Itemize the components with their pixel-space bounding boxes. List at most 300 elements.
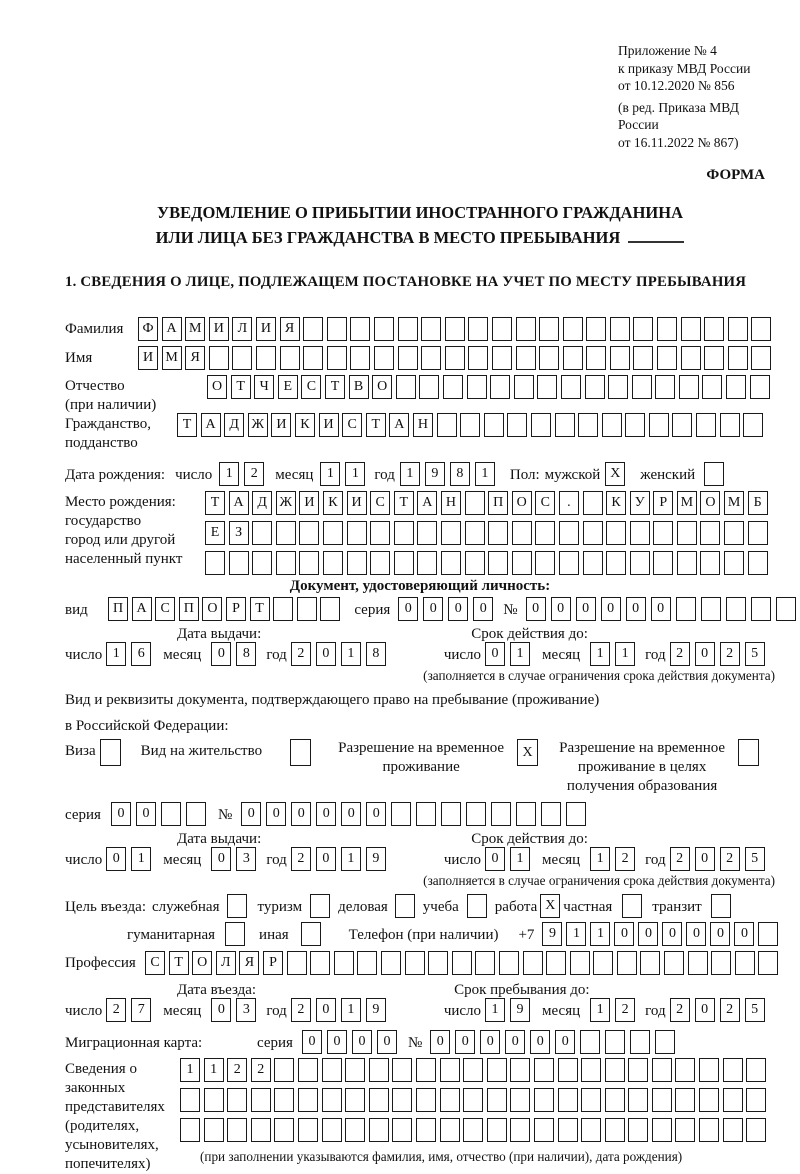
form-cell[interactable] <box>531 413 551 437</box>
form-cell[interactable] <box>369 1088 389 1112</box>
form-cell[interactable]: 2 <box>291 642 311 666</box>
form-cell[interactable] <box>649 413 669 437</box>
form-cell[interactable] <box>441 802 461 826</box>
form-cell[interactable] <box>417 521 437 545</box>
form-cell[interactable] <box>274 1118 294 1142</box>
form-cell[interactable] <box>227 1088 247 1112</box>
form-cell[interactable] <box>499 951 519 975</box>
form-cell[interactable] <box>516 346 536 370</box>
form-cell[interactable]: 0 <box>241 802 261 826</box>
form-cell[interactable]: С <box>535 491 555 515</box>
form-cell[interactable] <box>700 551 720 575</box>
checkbox-purpose-humanitarian[interactable] <box>225 922 245 946</box>
form-cell[interactable]: В <box>349 375 369 399</box>
form-cell[interactable]: 3 <box>236 998 256 1022</box>
form-cell[interactable]: С <box>145 951 165 975</box>
form-cell[interactable]: И <box>209 317 229 341</box>
form-cell[interactable] <box>630 521 650 545</box>
form-cell[interactable]: А <box>201 413 221 437</box>
form-cell[interactable]: 0 <box>695 642 715 666</box>
form-cell[interactable] <box>630 1030 650 1054</box>
form-cell[interactable] <box>492 346 512 370</box>
form-cell[interactable] <box>441 551 461 575</box>
form-cell[interactable]: Т <box>250 597 270 621</box>
form-cell[interactable] <box>180 1088 200 1112</box>
form-cell[interactable] <box>232 346 252 370</box>
form-cell[interactable]: 0 <box>106 847 126 871</box>
form-cell[interactable] <box>350 346 370 370</box>
form-cell[interactable] <box>724 521 744 545</box>
form-cell[interactable] <box>345 1058 365 1082</box>
form-cell[interactable] <box>570 951 590 975</box>
form-cell[interactable] <box>751 346 771 370</box>
form-cell[interactable] <box>465 491 485 515</box>
form-cell[interactable] <box>580 1030 600 1054</box>
form-cell[interactable]: 9 <box>366 998 386 1022</box>
form-cell[interactable] <box>758 951 778 975</box>
form-cell[interactable]: 1 <box>485 998 505 1022</box>
form-cell[interactable] <box>655 1030 675 1054</box>
form-cell[interactable] <box>640 951 660 975</box>
checkbox-edu-permit[interactable] <box>738 739 759 766</box>
form-cell[interactable]: 2 <box>670 998 690 1022</box>
form-cell[interactable]: Я <box>239 951 259 975</box>
form-cell[interactable] <box>677 551 697 575</box>
form-cell[interactable]: К <box>606 491 626 515</box>
form-cell[interactable] <box>416 802 436 826</box>
form-cell[interactable] <box>561 375 581 399</box>
form-cell[interactable] <box>605 1030 625 1054</box>
form-cell[interactable]: 0 <box>555 1030 575 1054</box>
form-cell[interactable] <box>652 1118 672 1142</box>
form-cell[interactable] <box>370 551 390 575</box>
form-cell[interactable]: И <box>138 346 158 370</box>
form-cell[interactable]: . <box>559 491 579 515</box>
form-cell[interactable] <box>657 346 677 370</box>
form-cell[interactable]: 0 <box>601 597 621 621</box>
form-cell[interactable] <box>558 1058 578 1082</box>
form-cell[interactable] <box>299 521 319 545</box>
form-cell[interactable] <box>605 1118 625 1142</box>
form-cell[interactable] <box>696 413 716 437</box>
form-cell[interactable] <box>539 346 559 370</box>
form-cell[interactable] <box>463 1118 483 1142</box>
form-cell[interactable] <box>492 317 512 341</box>
form-cell[interactable] <box>700 521 720 545</box>
form-cell[interactable] <box>563 346 583 370</box>
form-cell[interactable]: О <box>372 375 392 399</box>
form-cell[interactable] <box>510 1058 530 1082</box>
form-cell[interactable] <box>702 375 722 399</box>
form-cell[interactable]: У <box>630 491 650 515</box>
form-cell[interactable] <box>750 375 770 399</box>
form-cell[interactable] <box>677 521 697 545</box>
form-cell[interactable] <box>445 346 465 370</box>
form-cell[interactable] <box>535 551 555 575</box>
form-cell[interactable]: 0 <box>111 802 131 826</box>
form-cell[interactable] <box>437 413 457 437</box>
form-cell[interactable]: 6 <box>131 642 151 666</box>
form-cell[interactable]: Д <box>252 491 272 515</box>
form-cell[interactable] <box>681 317 701 341</box>
form-cell[interactable]: М <box>677 491 697 515</box>
form-cell[interactable]: 2 <box>615 847 635 871</box>
form-cell[interactable] <box>776 597 796 621</box>
form-cell[interactable]: 2 <box>720 642 740 666</box>
form-cell[interactable] <box>657 317 677 341</box>
form-cell[interactable] <box>392 1058 412 1082</box>
form-cell[interactable] <box>535 521 555 545</box>
form-cell[interactable]: К <box>323 491 343 515</box>
form-cell[interactable] <box>625 413 645 437</box>
form-cell[interactable] <box>723 1088 743 1112</box>
form-cell[interactable]: Л <box>232 317 252 341</box>
form-cell[interactable] <box>445 317 465 341</box>
form-cell[interactable] <box>593 951 613 975</box>
form-cell[interactable]: 0 <box>662 922 682 946</box>
form-cell[interactable]: А <box>132 597 152 621</box>
form-cell[interactable] <box>628 1058 648 1082</box>
form-cell[interactable]: Т <box>169 951 189 975</box>
form-cell[interactable] <box>743 413 763 437</box>
form-cell[interactable] <box>602 413 622 437</box>
form-cell[interactable] <box>555 413 575 437</box>
form-cell[interactable]: М <box>162 346 182 370</box>
form-cell[interactable] <box>578 413 598 437</box>
form-cell[interactable]: 0 <box>211 998 231 1022</box>
form-cell[interactable] <box>699 1088 719 1112</box>
form-cell[interactable] <box>541 802 561 826</box>
form-cell[interactable]: Я <box>185 346 205 370</box>
form-cell[interactable]: 9 <box>425 462 445 486</box>
form-cell[interactable]: 0 <box>576 597 596 621</box>
form-cell[interactable]: Я <box>280 317 300 341</box>
checkbox-residence-permit[interactable] <box>290 739 311 766</box>
checkbox-purpose-transit[interactable] <box>711 894 731 918</box>
form-cell[interactable]: 8 <box>366 642 386 666</box>
form-cell[interactable] <box>468 346 488 370</box>
form-cell[interactable]: 0 <box>316 847 336 871</box>
form-cell[interactable] <box>583 521 603 545</box>
form-cell[interactable] <box>652 1088 672 1112</box>
form-cell[interactable] <box>676 597 696 621</box>
form-cell[interactable]: 0 <box>430 1030 450 1054</box>
form-cell[interactable] <box>586 317 606 341</box>
form-cell[interactable]: 1 <box>590 847 610 871</box>
form-cell[interactable]: 1 <box>204 1058 224 1082</box>
form-cell[interactable] <box>204 1088 224 1112</box>
form-cell[interactable] <box>490 375 510 399</box>
form-cell[interactable]: 0 <box>398 597 418 621</box>
form-cell[interactable]: 0 <box>448 597 468 621</box>
form-cell[interactable] <box>653 551 673 575</box>
form-cell[interactable]: 3 <box>236 847 256 871</box>
form-cell[interactable] <box>539 317 559 341</box>
form-cell[interactable] <box>298 1118 318 1142</box>
form-cell[interactable]: 0 <box>485 847 505 871</box>
form-cell[interactable] <box>653 521 673 545</box>
form-cell[interactable] <box>758 922 778 946</box>
form-cell[interactable] <box>322 1118 342 1142</box>
form-cell[interactable] <box>419 375 439 399</box>
form-cell[interactable]: И <box>256 317 276 341</box>
form-cell[interactable]: Т <box>366 413 386 437</box>
form-cell[interactable] <box>405 951 425 975</box>
form-cell[interactable]: 1 <box>341 847 361 871</box>
form-cell[interactable] <box>428 951 448 975</box>
form-cell[interactable]: А <box>229 491 249 515</box>
form-cell[interactable] <box>728 346 748 370</box>
form-cell[interactable]: З <box>229 521 249 545</box>
form-cell[interactable] <box>701 597 721 621</box>
form-cell[interactable] <box>491 802 511 826</box>
form-cell[interactable]: 2 <box>251 1058 271 1082</box>
form-cell[interactable] <box>735 951 755 975</box>
form-cell[interactable]: 5 <box>745 998 765 1022</box>
form-cell[interactable] <box>186 802 206 826</box>
form-cell[interactable]: 0 <box>530 1030 550 1054</box>
form-cell[interactable]: 0 <box>291 802 311 826</box>
form-cell[interactable]: Р <box>263 951 283 975</box>
form-cell[interactable]: 1 <box>475 462 495 486</box>
form-cell[interactable]: 0 <box>352 1030 372 1054</box>
form-cell[interactable] <box>443 375 463 399</box>
form-cell[interactable]: 1 <box>219 462 239 486</box>
form-cell[interactable] <box>467 375 487 399</box>
form-cell[interactable]: Е <box>278 375 298 399</box>
form-cell[interactable]: Т <box>325 375 345 399</box>
form-cell[interactable] <box>298 1058 318 1082</box>
form-cell[interactable]: 1 <box>400 462 420 486</box>
form-cell[interactable] <box>726 597 746 621</box>
form-cell[interactable]: 0 <box>341 802 361 826</box>
form-cell[interactable] <box>484 413 504 437</box>
form-cell[interactable]: 0 <box>455 1030 475 1054</box>
checkbox-purpose-official[interactable] <box>227 894 247 918</box>
form-cell[interactable] <box>392 1088 412 1112</box>
form-cell[interactable]: О <box>207 375 227 399</box>
form-cell[interactable] <box>256 346 276 370</box>
form-cell[interactable] <box>633 346 653 370</box>
form-cell[interactable]: 2 <box>227 1058 247 1082</box>
form-cell[interactable] <box>581 1058 601 1082</box>
form-cell[interactable]: 1 <box>510 847 530 871</box>
form-cell[interactable]: 0 <box>710 922 730 946</box>
checkbox-purpose-private[interactable] <box>622 894 642 918</box>
form-cell[interactable] <box>507 413 527 437</box>
form-cell[interactable]: 0 <box>505 1030 525 1054</box>
form-cell[interactable]: 2 <box>670 847 690 871</box>
form-cell[interactable] <box>276 521 296 545</box>
form-cell[interactable] <box>559 521 579 545</box>
form-cell[interactable]: М <box>185 317 205 341</box>
form-cell[interactable]: 0 <box>366 802 386 826</box>
form-cell[interactable] <box>323 521 343 545</box>
form-cell[interactable] <box>345 1118 365 1142</box>
form-cell[interactable] <box>441 521 461 545</box>
checkbox-sex-female[interactable] <box>704 462 724 486</box>
form-cell[interactable]: 2 <box>244 462 264 486</box>
form-cell[interactable]: И <box>347 491 367 515</box>
form-cell[interactable]: А <box>417 491 437 515</box>
form-cell[interactable]: 0 <box>377 1030 397 1054</box>
form-cell[interactable] <box>510 1118 530 1142</box>
form-cell[interactable] <box>229 551 249 575</box>
form-cell[interactable] <box>204 1118 224 1142</box>
form-cell[interactable] <box>746 1058 766 1082</box>
form-cell[interactable] <box>180 1118 200 1142</box>
checkbox-purpose-work[interactable]: X <box>540 894 560 918</box>
form-cell[interactable] <box>583 551 603 575</box>
form-cell[interactable]: О <box>202 597 222 621</box>
form-cell[interactable]: С <box>155 597 175 621</box>
form-cell[interactable]: Р <box>226 597 246 621</box>
form-cell[interactable]: Д <box>224 413 244 437</box>
form-cell[interactable] <box>728 317 748 341</box>
form-cell[interactable] <box>416 1058 436 1082</box>
form-cell[interactable] <box>487 1058 507 1082</box>
form-cell[interactable] <box>297 597 317 621</box>
form-cell[interactable] <box>370 521 390 545</box>
form-cell[interactable] <box>421 346 441 370</box>
form-cell[interactable]: 0 <box>473 597 493 621</box>
form-cell[interactable] <box>586 346 606 370</box>
form-cell[interactable] <box>559 551 579 575</box>
form-cell[interactable]: 1 <box>341 642 361 666</box>
form-cell[interactable] <box>711 951 731 975</box>
form-cell[interactable]: И <box>319 413 339 437</box>
form-cell[interactable] <box>303 317 323 341</box>
form-cell[interactable] <box>514 375 534 399</box>
form-cell[interactable] <box>334 951 354 975</box>
checkbox-purpose-business[interactable] <box>395 894 415 918</box>
checkbox-temp-permit[interactable]: X <box>517 739 538 766</box>
form-cell[interactable] <box>320 597 340 621</box>
form-cell[interactable] <box>416 1088 436 1112</box>
form-cell[interactable] <box>704 346 724 370</box>
form-cell[interactable] <box>563 317 583 341</box>
form-cell[interactable]: К <box>295 413 315 437</box>
form-cell[interactable] <box>417 551 437 575</box>
form-cell[interactable] <box>704 317 724 341</box>
form-cell[interactable]: 2 <box>670 642 690 666</box>
form-cell[interactable]: 5 <box>745 847 765 871</box>
form-cell[interactable]: Н <box>441 491 461 515</box>
form-cell[interactable] <box>748 551 768 575</box>
form-cell[interactable]: 5 <box>745 642 765 666</box>
form-cell[interactable] <box>374 346 394 370</box>
form-cell[interactable]: 9 <box>366 847 386 871</box>
form-cell[interactable] <box>630 551 650 575</box>
form-cell[interactable] <box>287 951 307 975</box>
form-cell[interactable]: Ж <box>276 491 296 515</box>
form-cell[interactable] <box>581 1118 601 1142</box>
form-cell[interactable] <box>534 1118 554 1142</box>
form-cell[interactable]: Б <box>748 491 768 515</box>
form-cell[interactable]: С <box>370 491 390 515</box>
form-cell[interactable] <box>347 521 367 545</box>
form-cell[interactable]: 1 <box>615 642 635 666</box>
form-cell[interactable] <box>617 951 637 975</box>
form-cell[interactable] <box>463 1058 483 1082</box>
form-cell[interactable]: С <box>301 375 321 399</box>
form-cell[interactable] <box>488 551 508 575</box>
form-cell[interactable] <box>357 951 377 975</box>
form-cell[interactable]: 0 <box>302 1030 322 1054</box>
checkbox-sex-male[interactable]: X <box>605 462 625 486</box>
form-cell[interactable]: 2 <box>720 847 740 871</box>
form-cell[interactable]: 0 <box>695 847 715 871</box>
form-cell[interactable]: 0 <box>626 597 646 621</box>
form-cell[interactable] <box>327 317 347 341</box>
form-cell[interactable]: Ч <box>254 375 274 399</box>
form-cell[interactable] <box>398 346 418 370</box>
form-cell[interactable] <box>273 597 293 621</box>
form-cell[interactable] <box>726 375 746 399</box>
form-cell[interactable]: 1 <box>106 642 126 666</box>
form-cell[interactable]: 0 <box>485 642 505 666</box>
form-cell[interactable] <box>675 1088 695 1112</box>
form-cell[interactable]: Р <box>653 491 673 515</box>
form-cell[interactable] <box>440 1088 460 1112</box>
form-cell[interactable]: 0 <box>266 802 286 826</box>
form-cell[interactable] <box>688 951 708 975</box>
form-cell[interactable]: 0 <box>651 597 671 621</box>
form-cell[interactable] <box>303 346 323 370</box>
form-cell[interactable] <box>746 1088 766 1112</box>
form-cell[interactable] <box>720 413 740 437</box>
form-cell[interactable]: И <box>271 413 291 437</box>
form-cell[interactable] <box>675 1058 695 1082</box>
form-cell[interactable]: 2 <box>106 998 126 1022</box>
form-cell[interactable] <box>394 551 414 575</box>
form-cell[interactable] <box>558 1118 578 1142</box>
form-cell[interactable]: Т <box>231 375 251 399</box>
form-cell[interactable] <box>299 551 319 575</box>
form-cell[interactable]: 7 <box>131 998 151 1022</box>
form-cell[interactable] <box>523 951 543 975</box>
form-cell[interactable] <box>487 1088 507 1112</box>
form-cell[interactable]: 1 <box>345 462 365 486</box>
form-cell[interactable]: И <box>299 491 319 515</box>
form-cell[interactable] <box>751 597 771 621</box>
form-cell[interactable] <box>610 346 630 370</box>
form-cell[interactable]: 1 <box>180 1058 200 1082</box>
form-cell[interactable] <box>369 1118 389 1142</box>
form-cell[interactable] <box>746 1118 766 1142</box>
form-cell[interactable] <box>322 1058 342 1082</box>
form-cell[interactable]: Н <box>413 413 433 437</box>
form-cell[interactable]: 1 <box>590 642 610 666</box>
form-cell[interactable] <box>205 551 225 575</box>
form-cell[interactable] <box>274 1088 294 1112</box>
checkbox-purpose-study[interactable] <box>467 894 487 918</box>
form-cell[interactable]: 0 <box>316 642 336 666</box>
form-cell[interactable] <box>227 1118 247 1142</box>
form-cell[interactable]: П <box>108 597 128 621</box>
form-cell[interactable] <box>392 1118 412 1142</box>
form-cell[interactable]: М <box>724 491 744 515</box>
form-cell[interactable] <box>516 317 536 341</box>
form-cell[interactable] <box>675 1118 695 1142</box>
form-cell[interactable]: 0 <box>316 802 336 826</box>
form-cell[interactable]: 1 <box>341 998 361 1022</box>
form-cell[interactable]: 1 <box>510 642 530 666</box>
form-cell[interactable] <box>398 317 418 341</box>
checkbox-visa[interactable] <box>100 739 121 766</box>
form-cell[interactable]: О <box>192 951 212 975</box>
form-cell[interactable]: 9 <box>510 998 530 1022</box>
